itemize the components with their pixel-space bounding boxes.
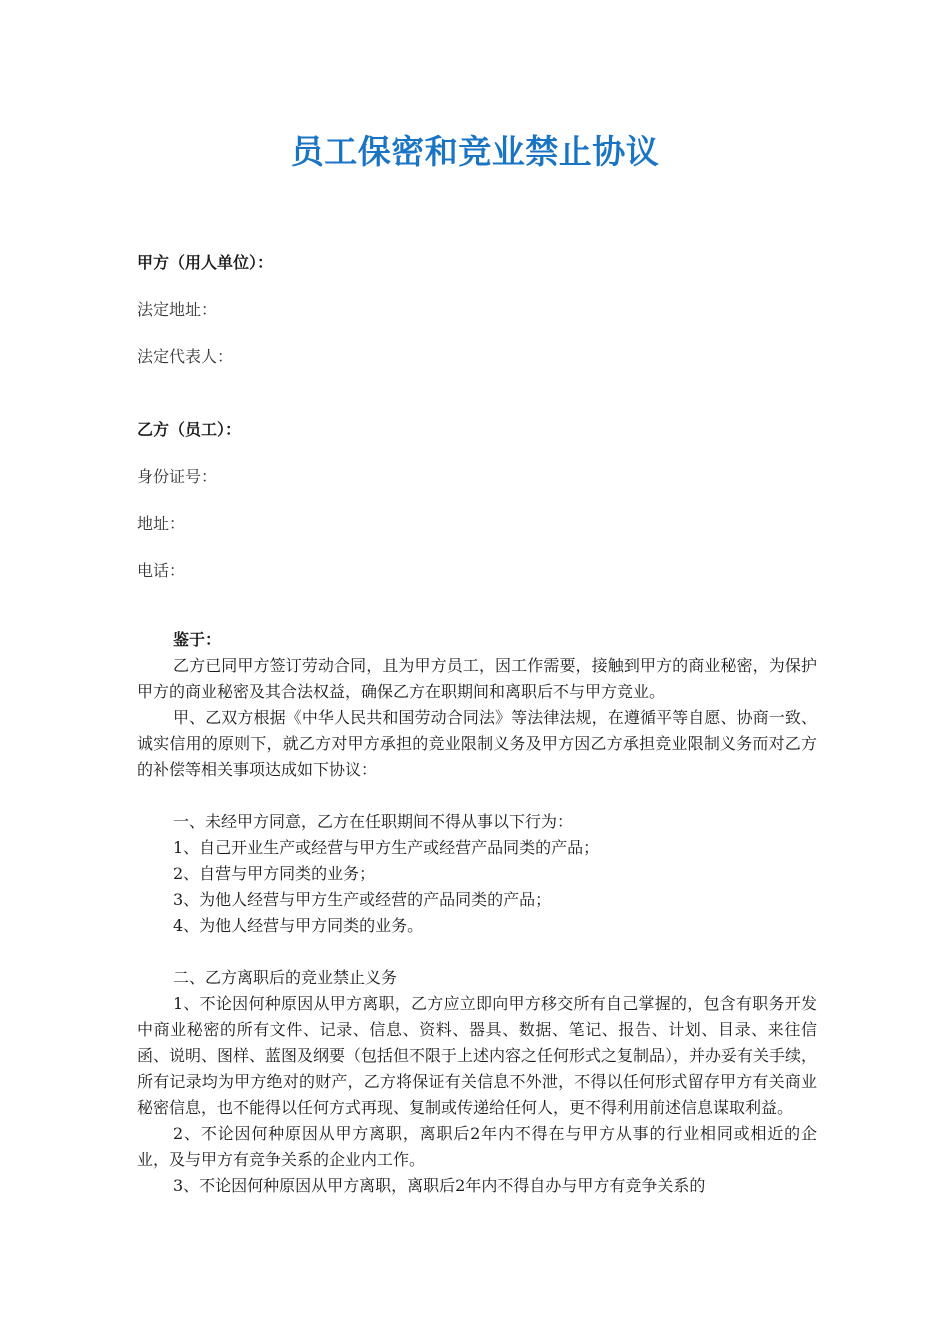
- party-a-representative-field: 法定代表人：: [137, 347, 234, 366]
- section1-item-4: 4、为他人经营与甲方同类的业务。: [173, 916, 424, 935]
- whereas-paragraph-2: 甲、乙双方根据《中华人民共和国劳动合同法》等法律法规，在遵循平等自愿、协商一致、诚实信用的原则下，就乙方对甲方承担的竞业限制义务及甲方因乙方承担竞业限制义务而对乙方的补偿等相关事项达成如下协议：: [137, 708, 817, 779]
- whereas-paragraph-1: 乙方已同甲方签订劳动合同，且为甲方员工，因工作需要，接触到甲方的商业秘密，为保护甲方的商业秘密及其合法权益，确保乙方在职期间和离职后不与甲方竞业。: [137, 656, 817, 701]
- document-title: 员工保密和竞业禁止协议: [290, 132, 660, 171]
- spacer: [137, 783, 817, 809]
- party-a-address-field: 法定地址：: [137, 300, 218, 319]
- party-a-label: 甲方（用人单位）：: [137, 253, 274, 272]
- section1-item-2: 2、自营与甲方同类的业务；: [173, 864, 376, 883]
- agreement-body: [137, 627, 817, 1199]
- spacer: [137, 939, 817, 965]
- whereas-heading: 鉴于：: [173, 630, 222, 649]
- section2-item-1: 1、不论因何种原因从甲方离职，乙方应立即向甲方移交所有自己掌握的，包含有职务开发中商业秘密的所有文件、记录、信息、资料、器具、数据、笔记、报告、计划、目录、来往信函、说明、图样、蓝图及纲要（包括但不限于上述内容之任何形式之复制品），并办妥有关手续，所有记录均为甲方绝对的财产，乙方将保证有关信息不外泄，不得以任何形式留存甲方有关商业秘密信息，也不能得以任何方式再现、复制或传递给任何人，更不得利用前述信息谋取利益。: [137, 994, 818, 1117]
- party-b-label: 乙方（员工）：: [137, 420, 242, 439]
- section2-item-3: 3、不论因何种原因从甲方离职，离职后2年内不得自办与甲方有竞争关系的: [173, 1176, 706, 1195]
- section2-heading: 二、乙方离职后的竞业禁止义务: [173, 968, 398, 987]
- party-b-phone-field: 电话：: [137, 561, 186, 580]
- party-b-id-field: 身份证号：: [137, 467, 218, 486]
- section2-item-2: 2、不论因何种原因从甲方离职，离职后2年内不得在与甲方从事的行业相同或相近的企业，及与甲方有竞争关系的企业内工作。: [137, 1124, 817, 1169]
- section1-item-1: 1、自己开业生产或经营与甲方生产或经营产品同类的产品；: [173, 838, 600, 857]
- section1-heading: 一、未经甲方同意，乙方在任职期间不得从事以下行为：: [173, 812, 574, 831]
- section1-item-3: 3、为他人经营与甲方生产或经营的产品同类的产品；: [173, 890, 552, 909]
- party-b-address-field: 地址：: [137, 514, 186, 533]
